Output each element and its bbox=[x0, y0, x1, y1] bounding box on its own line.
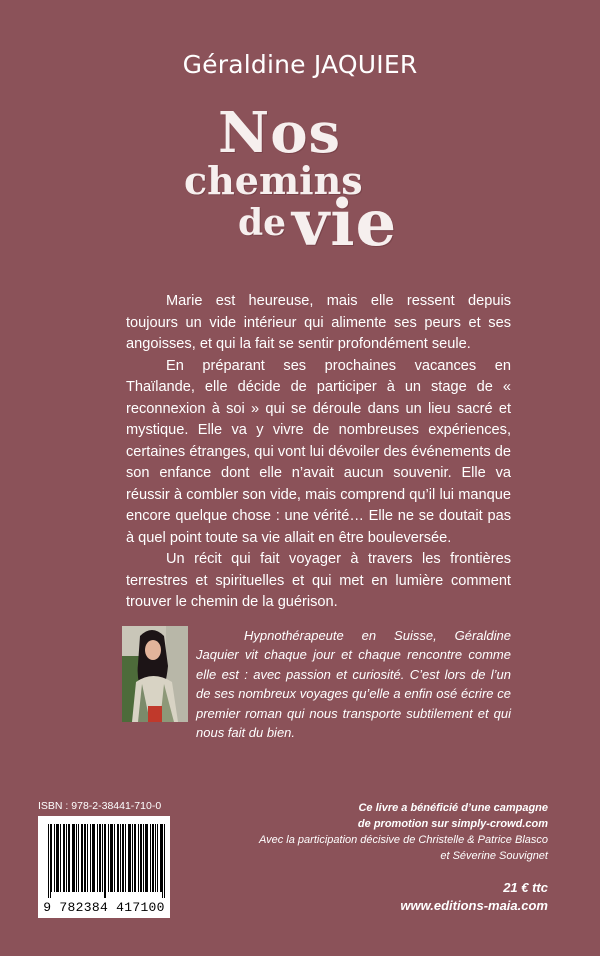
blurb-paragraph-2: En préparant ses prochaines vacances en Thaïlande, elle décide de participer à un stage de « reconnexion à soi » qui se déroule dans un lieu sacré et mystique. Elle va y vivre de nombreuses expériences, certaines étranges, qui vont lui dévoiler des événements de son enfance dont elle n’avait aucun souvenir. Elle va réussir à combler son vide, mais comprend qu’il lui manque encore quelque chose : une vérité… Elle ne se doutait pas à quel point toute sa vie allait en être bouleversée. bbox=[126, 357, 511, 546]
title-line-de: de bbox=[238, 202, 287, 244]
book-title bbox=[0, 100, 600, 270]
author-name: Géraldine JAQUIER bbox=[182, 50, 418, 79]
barcode-icon bbox=[38, 816, 170, 898]
author-portrait-icon bbox=[122, 626, 188, 722]
promo-line-1: Ce livre a bénéficié d’une campagne bbox=[358, 802, 548, 814]
publisher-website: www.editions-maia.com bbox=[400, 898, 548, 913]
title-line-vie: vie bbox=[292, 186, 398, 261]
promo-credits bbox=[228, 800, 548, 864]
blurb-paragraph-1: Marie est heureuse, mais elle ressent depuis toujours un vide intérieur qui alimente ses peurs et ses angoisses, et qui la fait se sentir profondément seule. bbox=[126, 293, 511, 352]
isbn-label: ISBN : 978-2-38441-710-0 bbox=[38, 800, 162, 812]
title-line-nos: Nos bbox=[218, 100, 342, 166]
blurb-paragraph-3: Un récit qui fait voyager à travers les frontières terrestres et spirituelles et qui met en lumière comment trouver le chemin de la guérison. bbox=[126, 551, 511, 610]
title-line-chemins: chemins bbox=[184, 158, 363, 203]
back-cover-blurb bbox=[126, 291, 511, 614]
price: 21 € ttc bbox=[503, 880, 548, 895]
promo-line-4: et Séverine Souvignet bbox=[440, 850, 548, 862]
author-bio-text: Hypnothérapeute en Suisse, Géraldine Jaquier vit chaque jour et chaque rencontre comme elle est : avec passion et curiosité. C’est lors de l’un de ses nombreux voyages qu’elle a enfin osé écrire ce premier roman qui nous transporte subtilement et qui nous fait du bien. bbox=[196, 628, 511, 741]
promo-line-3: Avec la participation décisive de Christelle & Patrice Blasco bbox=[259, 834, 548, 846]
author-photo bbox=[122, 626, 188, 722]
author-bio bbox=[196, 626, 511, 742]
barcode-digits: 9 782384 417100 bbox=[43, 900, 165, 915]
barcode bbox=[38, 816, 170, 918]
promo-line-2: de promotion sur simply-crowd.com bbox=[357, 818, 548, 830]
